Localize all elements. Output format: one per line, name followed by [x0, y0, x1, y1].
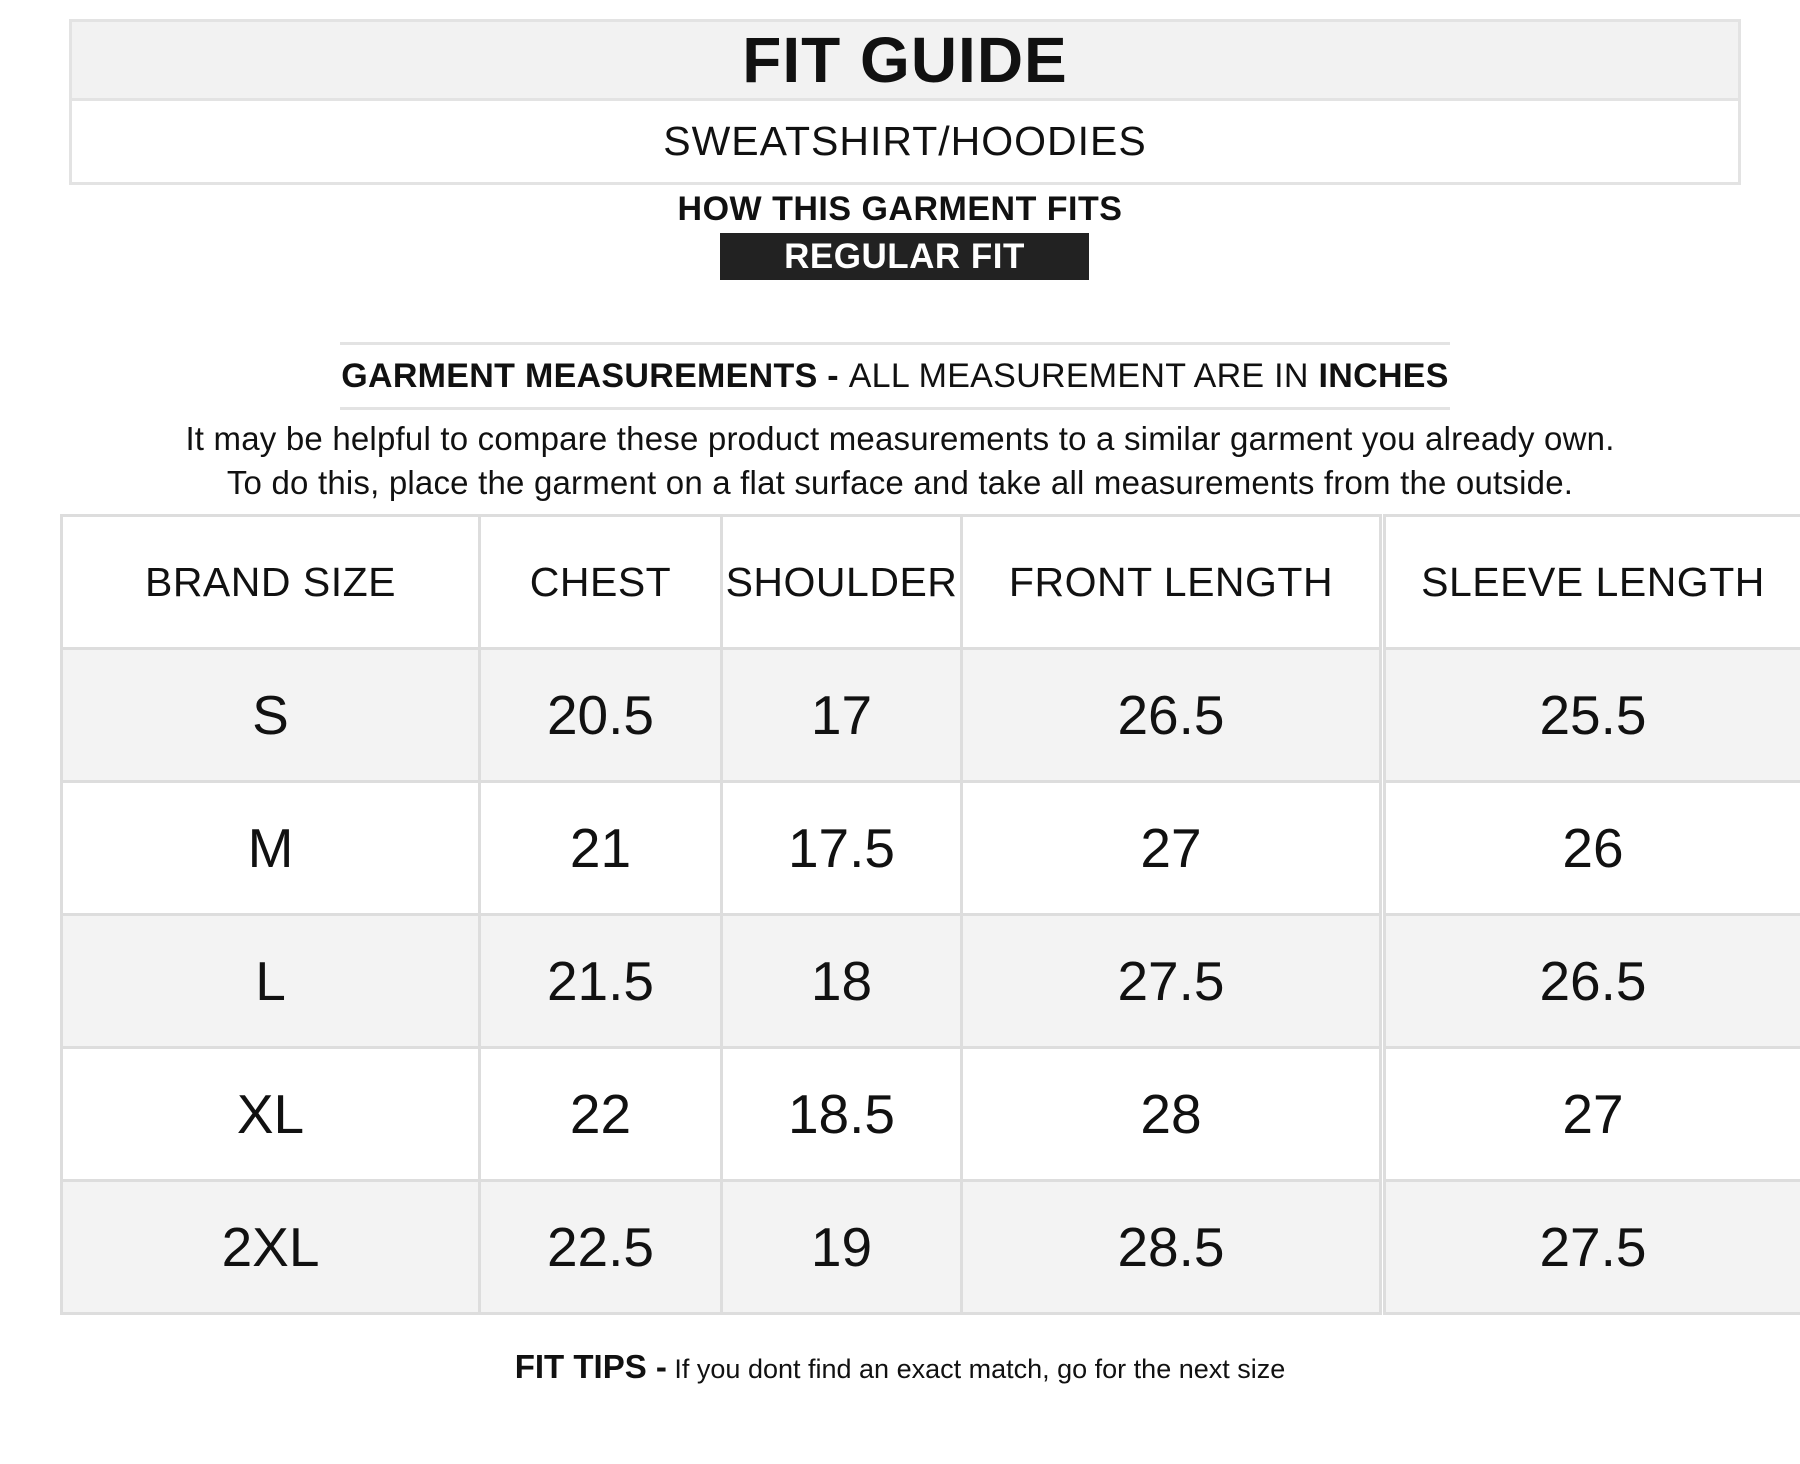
column-header-shoulder: SHOULDER	[722, 516, 962, 649]
cell-brand-size: 2XL	[62, 1181, 480, 1314]
cell-sleeve-length: 26	[1385, 782, 1800, 915]
cell-front-length: 26.5	[962, 649, 1381, 782]
column-header-chest: CHEST	[480, 516, 722, 649]
cell-shoulder: 17.5	[722, 782, 962, 915]
garment-category: SWEATSHIRT/HOODIES	[663, 118, 1147, 164]
table-row	[62, 782, 1800, 915]
cell-front-length: 27.5	[962, 915, 1381, 1048]
cell-sleeve-length: 27.5	[1385, 1181, 1800, 1314]
cell-sleeve-length: 26.5	[1385, 915, 1800, 1048]
cell-chest: 21.5	[480, 915, 722, 1048]
cell-shoulder: 18.5	[722, 1048, 962, 1181]
size-chart-table	[60, 514, 1800, 1315]
measurement-note-line2: To do this, place the garment on a flat surface and take all measurements from the outside.	[226, 464, 1574, 501]
measurements-label: GARMENT MEASUREMENTS -	[341, 356, 839, 395]
table-row	[62, 649, 1800, 782]
cell-shoulder: 17	[722, 649, 962, 782]
measurements-unit: INCHES	[1318, 356, 1449, 395]
cell-sleeve-length: 25.5	[1385, 649, 1800, 782]
measurement-note-line1: It may be helpful to compare these product measurements to a similar garment you already own.	[185, 420, 1615, 457]
measurements-unit-text: ALL MEASUREMENT ARE IN	[848, 356, 1309, 395]
table-row	[62, 1048, 1800, 1181]
table-row	[62, 915, 1800, 1048]
cell-chest: 20.5	[480, 649, 722, 782]
cell-front-length: 28.5	[962, 1181, 1381, 1314]
column-header-brand-size: BRAND SIZE	[62, 516, 480, 649]
cell-brand-size: XL	[62, 1048, 480, 1181]
cell-chest: 22	[480, 1048, 722, 1181]
page-title: FIT GUIDE	[742, 24, 1068, 96]
column-header-front-length: FRONT LENGTH	[962, 516, 1381, 649]
cell-brand-size: M	[62, 782, 480, 915]
fit-type-badge: REGULAR FIT	[720, 233, 1089, 280]
column-header-sleeve-length: SLEEVE LENGTH	[1385, 516, 1800, 649]
measurements-heading	[340, 342, 1450, 410]
cell-chest: 22.5	[480, 1181, 722, 1314]
cell-sleeve-length: 27	[1385, 1048, 1800, 1181]
fit-heading: HOW THIS GARMENT FITS	[677, 190, 1123, 228]
cell-front-length: 27	[962, 782, 1381, 915]
cell-shoulder: 18	[722, 915, 962, 1048]
cell-brand-size: L	[62, 915, 480, 1048]
cell-brand-size: S	[62, 649, 480, 782]
fit-tips-label: FIT TIPS -	[514, 1348, 667, 1385]
cell-chest: 21	[480, 782, 722, 915]
fit-tips	[0, 1348, 1800, 1386]
table-header-row	[62, 516, 1800, 649]
cell-front-length: 28	[962, 1048, 1381, 1181]
category-banner	[69, 101, 1741, 185]
cell-shoulder: 19	[722, 1181, 962, 1314]
fit-tips-text: If you dont find an exact match, go for the next size	[674, 1354, 1286, 1384]
table-row	[62, 1181, 1800, 1314]
title-banner	[69, 19, 1741, 101]
